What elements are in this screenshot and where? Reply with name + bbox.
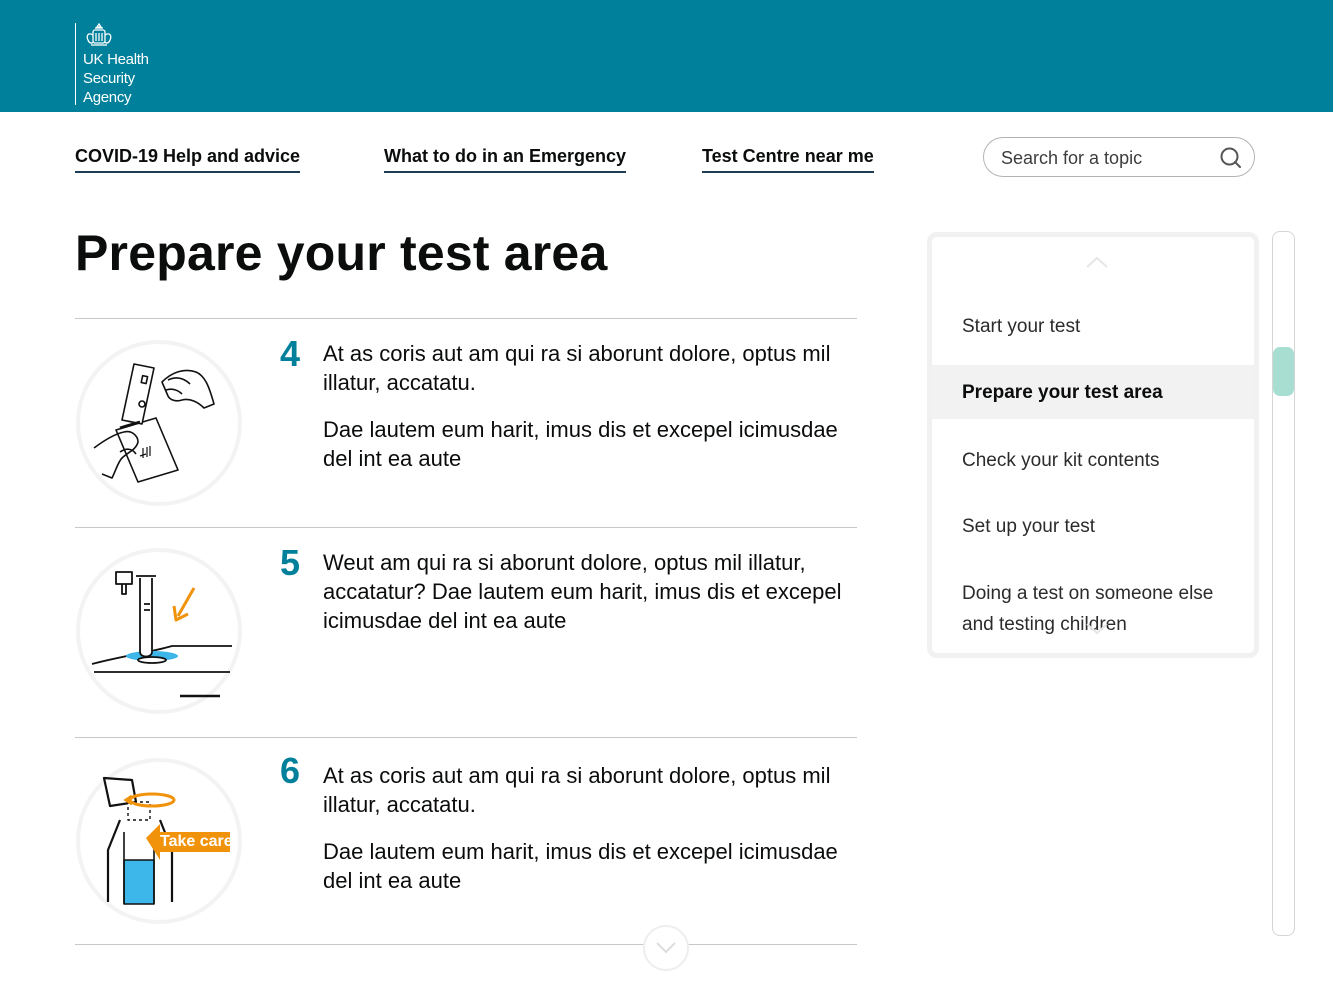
sidebar-item-prepare-your-test-area[interactable]: Prepare your test area bbox=[932, 365, 1254, 419]
section-navigation-panel bbox=[927, 232, 1259, 658]
step-number: 4 bbox=[280, 333, 301, 374]
search-input[interactable] bbox=[999, 146, 1203, 170]
step-number: 6 bbox=[280, 750, 301, 791]
step-number: 5 bbox=[280, 542, 301, 583]
step-paragraph: Dae lautem eum harit, imus dis et excepel icimusdae del int ea aute bbox=[323, 417, 838, 471]
step-6-illustration bbox=[76, 758, 242, 924]
search-icon[interactable] bbox=[1220, 147, 1242, 169]
chevron-down-icon[interactable] bbox=[1085, 622, 1109, 636]
step-4-illustration bbox=[76, 340, 242, 506]
divider bbox=[75, 318, 857, 319]
site-header bbox=[0, 0, 1333, 112]
step-paragraph: At as coris aut am qui ra si aborunt dolore, optus mil illatur, accatatu. bbox=[323, 341, 831, 395]
scrollbar-thumb[interactable] bbox=[1273, 347, 1294, 396]
nav-link-covid-help[interactable]: COVID-19 Help and advice bbox=[75, 146, 300, 173]
page-title: Prepare your test area bbox=[75, 225, 608, 281]
royal-crest-icon bbox=[83, 23, 115, 49]
take-care-label: Take care bbox=[160, 833, 233, 850]
step-6-text bbox=[323, 761, 853, 913]
step-4-text bbox=[323, 339, 853, 491]
org-name-line-3: Agency bbox=[83, 89, 132, 106]
sidebar-item-check-your-kit-contents[interactable]: Check your kit contents bbox=[962, 450, 1160, 471]
search-box bbox=[983, 137, 1255, 177]
step-paragraph: Weut am qui ra si aborunt dolore, optus mil illatur, accatatur? Dae lautem eum harit, imus dis et excepel icimusdae del int ea aute bbox=[323, 550, 842, 633]
org-name-line-1: UK Health bbox=[83, 51, 149, 68]
hands-opening-test-packet-icon bbox=[80, 344, 238, 502]
uk-health-security-agency-logo[interactable] bbox=[75, 23, 149, 106]
tube-on-wet-surface-icon bbox=[80, 552, 238, 710]
page-scrollbar[interactable] bbox=[1272, 231, 1295, 936]
org-name bbox=[83, 50, 203, 107]
chevron-up-icon[interactable] bbox=[1085, 255, 1109, 269]
step-paragraph: At as coris aut am qui ra si aborunt dolore, optus mil illatur, accatatu. bbox=[323, 763, 831, 817]
divider bbox=[75, 737, 857, 738]
sidebar-item-set-up-your-test[interactable]: Set up your test bbox=[962, 516, 1096, 537]
step-paragraph: Dae lautem eum harit, imus dis et excepel icimusdae del int ea aute bbox=[323, 839, 838, 893]
divider bbox=[75, 527, 857, 528]
sidebar-item-testing-someone-else[interactable]: Doing a test on someone else and testing children bbox=[962, 583, 1214, 635]
step-5-illustration bbox=[76, 548, 242, 714]
nav-link-test-centre[interactable]: Test Centre near me bbox=[702, 146, 874, 173]
nav-link-emergency[interactable]: What to do in an Emergency bbox=[384, 146, 626, 173]
scroll-down-button[interactable] bbox=[643, 925, 689, 971]
step-5-text bbox=[323, 548, 853, 653]
chevron-down-icon bbox=[645, 927, 687, 969]
liquid-bottle-icon bbox=[80, 762, 238, 920]
org-name-line-2: Security bbox=[83, 70, 135, 87]
divider bbox=[75, 944, 857, 945]
sidebar-item-start-your-test[interactable]: Start your test bbox=[962, 316, 1081, 337]
